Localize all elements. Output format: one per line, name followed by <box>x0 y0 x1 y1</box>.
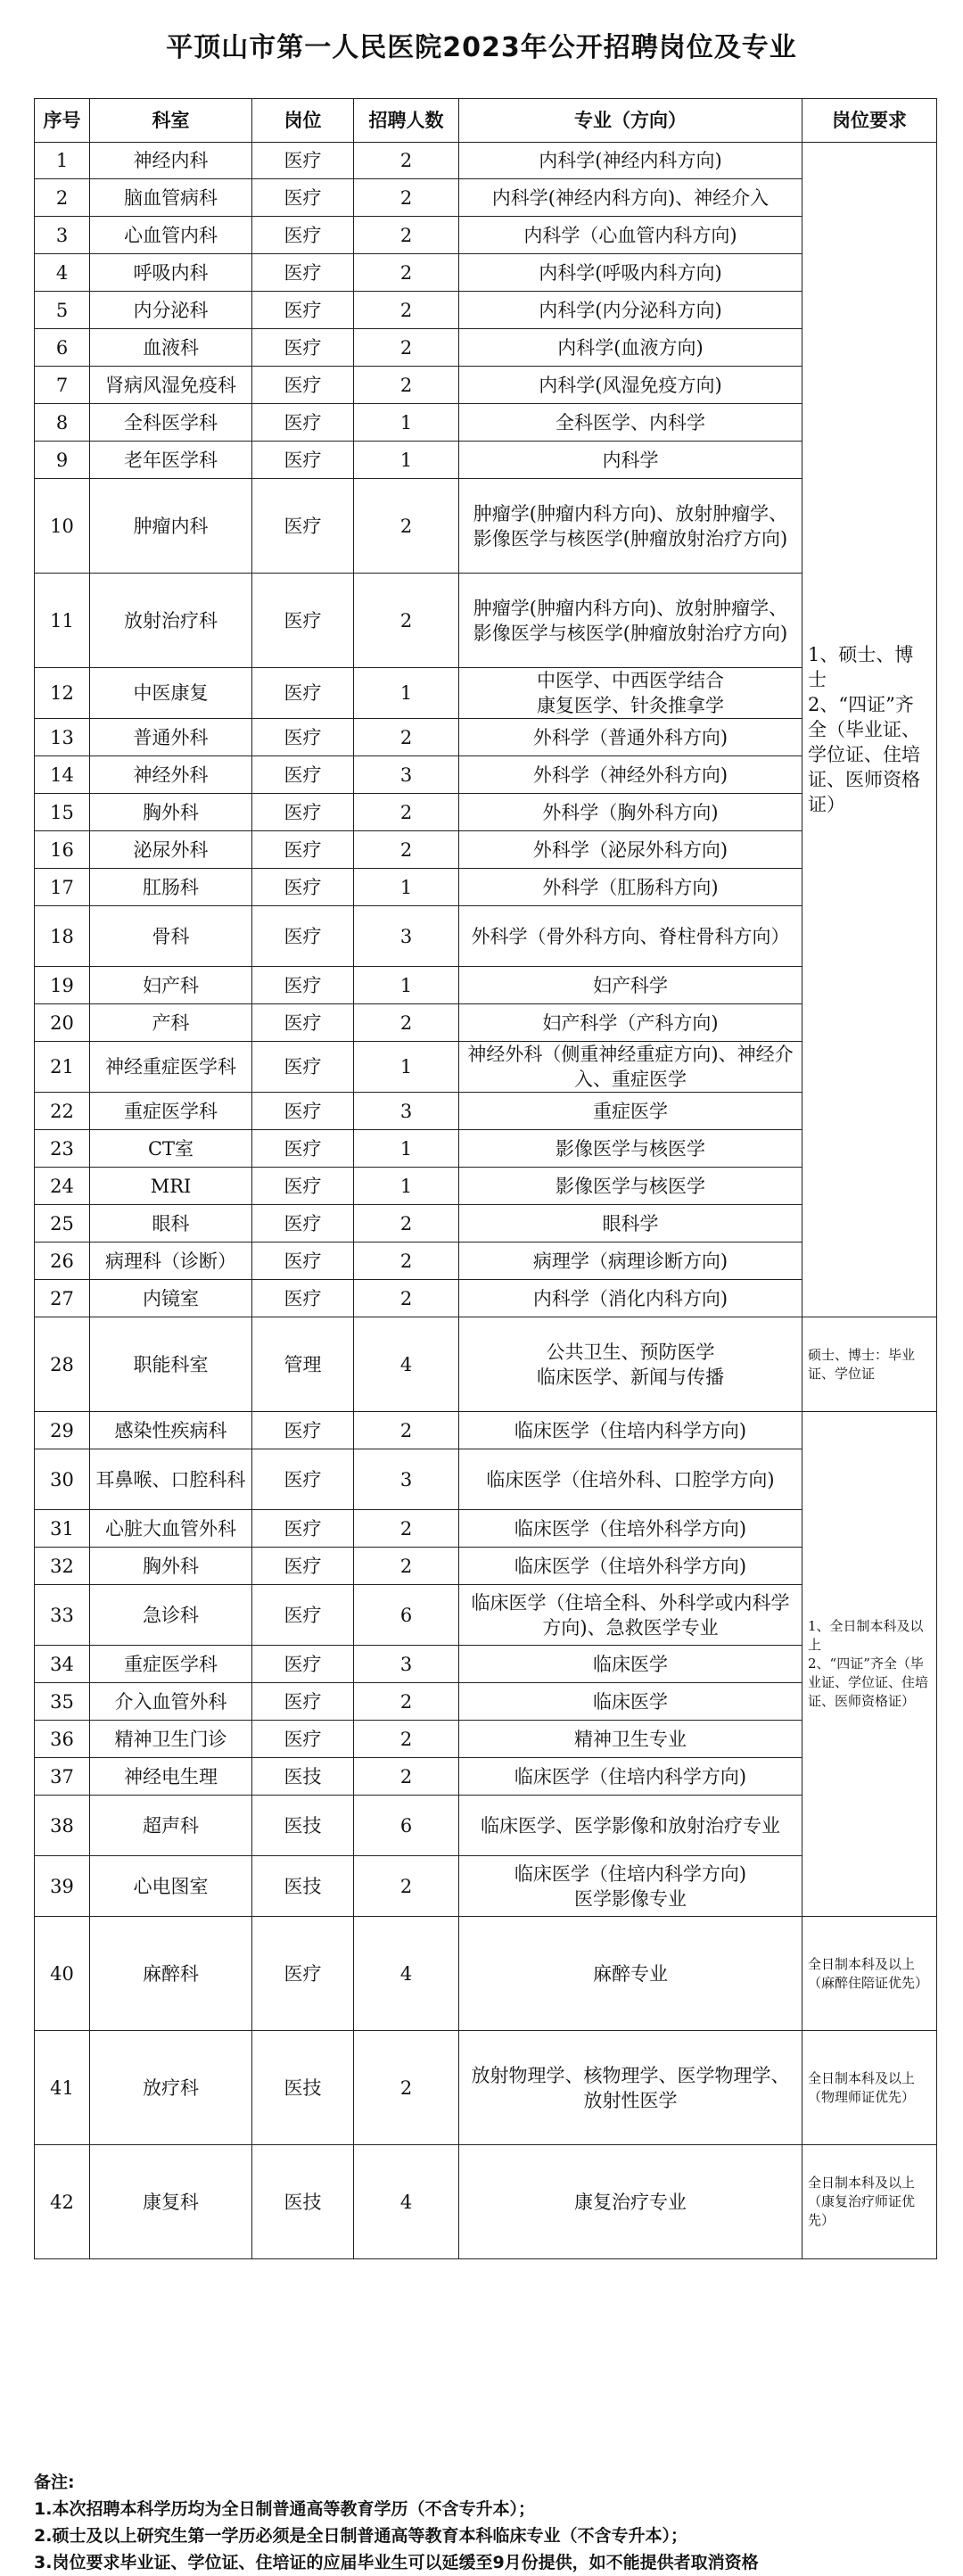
table-row <box>35 1412 937 1449</box>
major-cell: 临床医学（住培外科学方向) <box>459 1510 802 1548</box>
count-cell: 1 <box>354 1130 459 1168</box>
count-cell: 2 <box>354 1721 459 1758</box>
header-requirements: 岗位要求 <box>802 99 937 143</box>
position-cell: 医疗 <box>252 143 354 179</box>
department-cell: 老年医学科 <box>90 442 252 479</box>
seq-cell: 32 <box>35 1548 90 1585</box>
major-cell: 外科学（肛肠科方向) <box>459 869 802 906</box>
seq-cell: 12 <box>35 668 90 719</box>
count-cell: 6 <box>354 1796 459 1856</box>
table-row <box>35 1130 937 1168</box>
position-cell: 医疗 <box>252 1004 354 1042</box>
department-cell: 骨科 <box>90 906 252 967</box>
major-cell: 内科学(血液方向) <box>459 329 802 367</box>
count-cell: 2 <box>354 179 459 217</box>
seq-cell: 29 <box>35 1412 90 1449</box>
seq-cell: 17 <box>35 869 90 906</box>
department-cell: 呼吸内科 <box>90 254 252 292</box>
department-cell: 康复科 <box>90 2145 252 2259</box>
position-cell: 医疗 <box>252 831 354 869</box>
seq-cell: 6 <box>35 329 90 367</box>
major-cell: 病理学（病理诊断方向) <box>459 1243 802 1280</box>
major-cell: 外科学（普通外科方向) <box>459 719 802 756</box>
position-cell: 医疗 <box>252 404 354 442</box>
table-row <box>35 1646 937 1683</box>
major-cell: 内科学（心血管内科方向) <box>459 217 802 254</box>
position-cell: 医疗 <box>252 719 354 756</box>
position-cell: 医疗 <box>252 1917 354 2031</box>
table-row <box>35 967 937 1004</box>
department-cell: 神经内科 <box>90 143 252 179</box>
table-body <box>35 143 937 2259</box>
seq-cell: 27 <box>35 1280 90 1317</box>
major-cell: 影像医学与核医学 <box>459 1130 802 1168</box>
notes-section <box>34 2469 936 2576</box>
major-cell: 麻醉专业 <box>459 1917 802 2031</box>
seq-cell: 13 <box>35 719 90 756</box>
position-cell: 医疗 <box>252 179 354 217</box>
table-row <box>35 292 937 329</box>
count-cell: 2 <box>354 1758 459 1796</box>
major-cell: 康复治疗专业 <box>459 2145 802 2259</box>
department-cell: 血液科 <box>90 329 252 367</box>
note-item: 1.本次招聘本科学历均为全日制普通高等教育学历（不含专升本）； <box>34 2499 535 2519</box>
position-cell: 医疗 <box>252 1168 354 1205</box>
table-row <box>35 2145 937 2259</box>
department-cell: 肿瘤内科 <box>90 479 252 574</box>
count-cell: 2 <box>354 1205 459 1243</box>
seq-cell: 33 <box>35 1585 90 1646</box>
seq-cell: 28 <box>35 1317 90 1412</box>
department-cell: 放疗科 <box>90 2031 252 2145</box>
seq-cell: 21 <box>35 1042 90 1093</box>
department-cell: 精神卫生门诊 <box>90 1721 252 1758</box>
major-cell: 重症医学 <box>459 1093 802 1130</box>
seq-cell: 10 <box>35 479 90 574</box>
count-cell: 2 <box>354 2031 459 2145</box>
count-cell: 2 <box>354 1856 459 1917</box>
count-cell: 2 <box>354 1412 459 1449</box>
position-cell: 医疗 <box>252 869 354 906</box>
position-cell: 医疗 <box>252 1721 354 1758</box>
major-cell: 内科学(神经内科方向)、神经介入 <box>459 179 802 217</box>
department-cell: 急诊科 <box>90 1585 252 1646</box>
table-row <box>35 329 937 367</box>
note-item: 2.硕士及以上研究生第一学历必须是全日制普通高等教育本科临床专业（不含专升本）； <box>34 2526 687 2546</box>
count-cell: 2 <box>354 1548 459 1585</box>
position-cell: 医疗 <box>252 1205 354 1243</box>
seq-cell: 19 <box>35 967 90 1004</box>
seq-cell: 4 <box>35 254 90 292</box>
count-cell: 2 <box>354 1683 459 1721</box>
seq-cell: 42 <box>35 2145 90 2259</box>
count-cell: 4 <box>354 1317 459 1412</box>
table-row <box>35 179 937 217</box>
seq-cell: 5 <box>35 292 90 329</box>
major-cell: 临床医学（住培内科学方向) <box>459 1758 802 1796</box>
seq-cell: 38 <box>35 1796 90 1856</box>
count-cell: 3 <box>354 906 459 967</box>
table-row <box>35 1683 937 1721</box>
position-cell: 医疗 <box>252 794 354 831</box>
seq-cell: 20 <box>35 1004 90 1042</box>
table-row <box>35 906 937 967</box>
seq-cell: 14 <box>35 756 90 794</box>
table-row <box>35 1548 937 1585</box>
header-department: 科室 <box>90 99 252 143</box>
count-cell: 2 <box>354 367 459 404</box>
table-row <box>35 404 937 442</box>
seq-cell: 35 <box>35 1683 90 1721</box>
position-cell: 医技 <box>252 2145 354 2259</box>
count-cell: 2 <box>354 794 459 831</box>
count-cell: 2 <box>354 719 459 756</box>
department-cell: 感染性疾病科 <box>90 1412 252 1449</box>
table-row <box>35 1168 937 1205</box>
department-cell: 职能科室 <box>90 1317 252 1412</box>
seq-cell: 24 <box>35 1168 90 1205</box>
department-cell: 心电图室 <box>90 1856 252 1917</box>
major-cell: 临床医学 <box>459 1683 802 1721</box>
seq-cell: 3 <box>35 217 90 254</box>
header-position: 岗位 <box>252 99 354 143</box>
seq-cell: 25 <box>35 1205 90 1243</box>
seq-cell: 1 <box>35 143 90 179</box>
position-cell: 医技 <box>252 1796 354 1856</box>
major-cell: 内科学(神经内科方向) <box>459 143 802 179</box>
major-cell: 临床医学、医学影像和放射治疗专业 <box>459 1796 802 1856</box>
major-cell: 临床医学 <box>459 1646 802 1683</box>
note-item: 3.岗位要求毕业证、学位证、住培证的应届毕业生可以延缓至9月份提供，如不能提供者取消资格 <box>34 2553 759 2572</box>
department-cell: 放射治疗科 <box>90 574 252 668</box>
position-cell: 医疗 <box>252 1042 354 1093</box>
seq-cell: 7 <box>35 367 90 404</box>
department-cell: 神经外科 <box>90 756 252 794</box>
position-cell: 医疗 <box>252 756 354 794</box>
position-cell: 医疗 <box>252 479 354 574</box>
position-cell: 医疗 <box>252 1585 354 1646</box>
major-cell: 内科学(内分泌科方向) <box>459 292 802 329</box>
major-cell: 精神卫生专业 <box>459 1721 802 1758</box>
position-cell: 医疗 <box>252 1280 354 1317</box>
position-cell: 医疗 <box>252 967 354 1004</box>
seq-cell: 15 <box>35 794 90 831</box>
major-cell: 肿瘤学(肿瘤内科方向)、放射肿瘤学、影像医学与核医学(肿瘤放射治疗方向) <box>459 574 802 668</box>
count-cell: 4 <box>354 1917 459 2031</box>
table-row <box>35 1585 937 1646</box>
department-cell: 泌尿外科 <box>90 831 252 869</box>
requirements-cell: 全日制本科及以上（康复治疗师证优先） <box>802 2145 937 2259</box>
position-cell: 医疗 <box>252 906 354 967</box>
department-cell: 心脏大血管外科 <box>90 1510 252 1548</box>
seq-cell: 40 <box>35 1917 90 2031</box>
position-cell: 医疗 <box>252 668 354 719</box>
major-cell: 公共卫生、预防医学 临床医学、新闻与传播 <box>459 1317 802 1412</box>
table-row <box>35 574 937 668</box>
department-cell: MRI <box>90 1168 252 1205</box>
major-cell: 内科学(风湿免疫方向) <box>459 367 802 404</box>
table-row <box>35 719 937 756</box>
requirements-cell: 1、硕士、博士 2、“四证”齐全（毕业证、学位证、住培证、医师资格证） <box>802 143 937 1317</box>
seq-cell: 2 <box>35 179 90 217</box>
position-cell: 医疗 <box>252 1093 354 1130</box>
count-cell: 1 <box>354 1042 459 1093</box>
table-row <box>35 479 937 574</box>
table-row <box>35 442 937 479</box>
table-row <box>35 1856 937 1917</box>
count-cell: 1 <box>354 1168 459 1205</box>
major-cell: 临床医学（住培全科、外科学或内科学方向)、急救医学专业 <box>459 1585 802 1646</box>
count-cell: 2 <box>354 574 459 668</box>
table-row <box>35 143 937 179</box>
major-cell: 中医学、中西医学结合 康复医学、针灸推拿学 <box>459 668 802 719</box>
table-row <box>35 831 937 869</box>
position-cell: 医疗 <box>252 1510 354 1548</box>
table-row <box>35 1449 937 1510</box>
major-cell: 临床医学（住培外科学方向) <box>459 1548 802 1585</box>
position-cell: 医疗 <box>252 574 354 668</box>
count-cell: 4 <box>354 2145 459 2259</box>
seq-cell: 16 <box>35 831 90 869</box>
department-cell: 普通外科 <box>90 719 252 756</box>
major-cell: 妇产科学 <box>459 967 802 1004</box>
department-cell: 肾病风湿免疫科 <box>90 367 252 404</box>
header-count: 招聘人数 <box>354 99 459 143</box>
major-cell: 临床医学（住培内科学方向) 医学影像专业 <box>459 1856 802 1917</box>
seq-cell: 8 <box>35 404 90 442</box>
department-cell: 神经电生理 <box>90 1758 252 1796</box>
header-seq: 序号 <box>35 99 90 143</box>
department-cell: 超声科 <box>90 1796 252 1856</box>
table-row <box>35 1317 937 1412</box>
department-cell: 神经重症医学科 <box>90 1042 252 1093</box>
table-row <box>35 1243 937 1280</box>
major-cell: 外科学（胸外科方向) <box>459 794 802 831</box>
table-row <box>35 367 937 404</box>
seq-cell: 9 <box>35 442 90 479</box>
position-cell: 医疗 <box>252 292 354 329</box>
major-cell: 眼科学 <box>459 1205 802 1243</box>
seq-cell: 39 <box>35 1856 90 1917</box>
count-cell: 2 <box>354 1510 459 1548</box>
seq-cell: 36 <box>35 1721 90 1758</box>
requirements-cell: 全日制本科及以上（物理师证优先） <box>802 2031 937 2145</box>
position-cell: 医疗 <box>252 1683 354 1721</box>
department-cell: 重症医学科 <box>90 1646 252 1683</box>
seq-cell: 41 <box>35 2031 90 2145</box>
major-cell: 临床医学（住培外科、口腔学方向) <box>459 1449 802 1510</box>
count-cell: 6 <box>354 1585 459 1646</box>
count-cell: 2 <box>354 254 459 292</box>
major-cell: 神经外科（侧重神经重症方向)、神经介入、重症医学 <box>459 1042 802 1093</box>
table-row <box>35 756 937 794</box>
count-cell: 2 <box>354 479 459 574</box>
position-cell: 医疗 <box>252 1449 354 1510</box>
position-cell: 医技 <box>252 1758 354 1796</box>
seq-cell: 18 <box>35 906 90 967</box>
position-cell: 医疗 <box>252 254 354 292</box>
department-cell: 肛肠科 <box>90 869 252 906</box>
major-cell: 影像医学与核医学 <box>459 1168 802 1205</box>
count-cell: 2 <box>354 1243 459 1280</box>
seq-cell: 23 <box>35 1130 90 1168</box>
department-cell: 眼科 <box>90 1205 252 1243</box>
table-row <box>35 1796 937 1856</box>
department-cell: 内分泌科 <box>90 292 252 329</box>
department-cell: 耳鼻喉、口腔科科 <box>90 1449 252 1510</box>
count-cell: 1 <box>354 442 459 479</box>
requirements-cell: 全日制本科及以上（麻醉住陪证优先） <box>802 1917 937 2031</box>
position-cell: 医疗 <box>252 1646 354 1683</box>
count-cell: 2 <box>354 329 459 367</box>
position-cell: 医疗 <box>252 1130 354 1168</box>
table-row <box>35 1510 937 1548</box>
table-row <box>35 1758 937 1796</box>
position-cell: 医疗 <box>252 442 354 479</box>
table-row <box>35 217 937 254</box>
position-cell: 医疗 <box>252 217 354 254</box>
table-row <box>35 1004 937 1042</box>
seq-cell: 31 <box>35 1510 90 1548</box>
department-cell: 中医康复 <box>90 668 252 719</box>
count-cell: 3 <box>354 1449 459 1510</box>
department-cell: 全科医学科 <box>90 404 252 442</box>
major-cell: 肿瘤学(肿瘤内科方向)、放射肿瘤学、影像医学与核医学(肿瘤放射治疗方向) <box>459 479 802 574</box>
position-cell: 医技 <box>252 1856 354 1917</box>
table-row <box>35 1280 937 1317</box>
count-cell: 3 <box>354 1646 459 1683</box>
count-cell: 2 <box>354 831 459 869</box>
department-cell: 病理科（诊断） <box>90 1243 252 1280</box>
table-row <box>35 1205 937 1243</box>
department-cell: 内镜室 <box>90 1280 252 1317</box>
department-cell: CT室 <box>90 1130 252 1168</box>
notes-heading: 备注: <box>34 2473 75 2492</box>
count-cell: 2 <box>354 292 459 329</box>
table-row <box>35 1093 937 1130</box>
department-cell: 重症医学科 <box>90 1093 252 1130</box>
major-cell: 临床医学（住培内科学方向) <box>459 1412 802 1449</box>
position-cell: 医疗 <box>252 1412 354 1449</box>
table-row <box>35 1721 937 1758</box>
count-cell: 1 <box>354 869 459 906</box>
department-cell: 脑血管病科 <box>90 179 252 217</box>
count-cell: 3 <box>354 756 459 794</box>
count-cell: 2 <box>354 143 459 179</box>
requirements-cell: 硕士、博士：毕业证、学位证 <box>802 1317 937 1412</box>
department-cell: 介入血管外科 <box>90 1683 252 1721</box>
major-cell: 放射物理学、核物理学、医学物理学、放射性医学 <box>459 2031 802 2145</box>
major-cell: 内科学 <box>459 442 802 479</box>
table-row <box>35 254 937 292</box>
major-cell: 外科学（骨外科方向、脊柱骨科方向） <box>459 906 802 967</box>
table-row <box>35 1042 937 1093</box>
recruitment-table <box>34 98 937 2259</box>
department-cell: 妇产科 <box>90 967 252 1004</box>
position-cell: 医疗 <box>252 1548 354 1585</box>
seq-cell: 22 <box>35 1093 90 1130</box>
department-cell: 胸外科 <box>90 1548 252 1585</box>
seq-cell: 37 <box>35 1758 90 1796</box>
seq-cell: 11 <box>35 574 90 668</box>
count-cell: 2 <box>354 1280 459 1317</box>
major-cell: 妇产科学（产科方向) <box>459 1004 802 1042</box>
table-row <box>35 794 937 831</box>
major-cell: 全科医学、内科学 <box>459 404 802 442</box>
table-row <box>35 1917 937 2031</box>
table-header-row <box>35 99 937 143</box>
position-cell: 管理 <box>252 1317 354 1412</box>
position-cell: 医疗 <box>252 1243 354 1280</box>
department-cell: 产科 <box>90 1004 252 1042</box>
count-cell: 2 <box>354 217 459 254</box>
header-major: 专业（方向） <box>459 99 802 143</box>
department-cell: 胸外科 <box>90 794 252 831</box>
major-cell: 外科学（神经外科方向) <box>459 756 802 794</box>
seq-cell: 26 <box>35 1243 90 1280</box>
seq-cell: 30 <box>35 1449 90 1510</box>
count-cell: 1 <box>354 967 459 1004</box>
table-row <box>35 869 937 906</box>
seq-cell: 34 <box>35 1646 90 1683</box>
department-cell: 心血管内科 <box>90 217 252 254</box>
table-row <box>35 668 937 719</box>
page-title: 平顶山市第一人民医院2023年公开招聘岗位及专业 <box>166 32 797 63</box>
count-cell: 2 <box>354 1004 459 1042</box>
table-row <box>35 2031 937 2145</box>
position-cell: 医疗 <box>252 329 354 367</box>
department-cell: 麻醉科 <box>90 1917 252 2031</box>
requirements-cell: 1、全日制本科及以上 2、“四证”齐全（毕业证、学位证、住培证、医师资格证） <box>802 1412 937 1917</box>
position-cell: 医疗 <box>252 367 354 404</box>
major-cell: 外科学（泌尿外科方向) <box>459 831 802 869</box>
position-cell: 医技 <box>252 2031 354 2145</box>
count-cell: 1 <box>354 404 459 442</box>
count-cell: 3 <box>354 1093 459 1130</box>
major-cell: 内科学(呼吸内科方向) <box>459 254 802 292</box>
major-cell: 内科学（消化内科方向) <box>459 1280 802 1317</box>
count-cell: 1 <box>354 668 459 719</box>
